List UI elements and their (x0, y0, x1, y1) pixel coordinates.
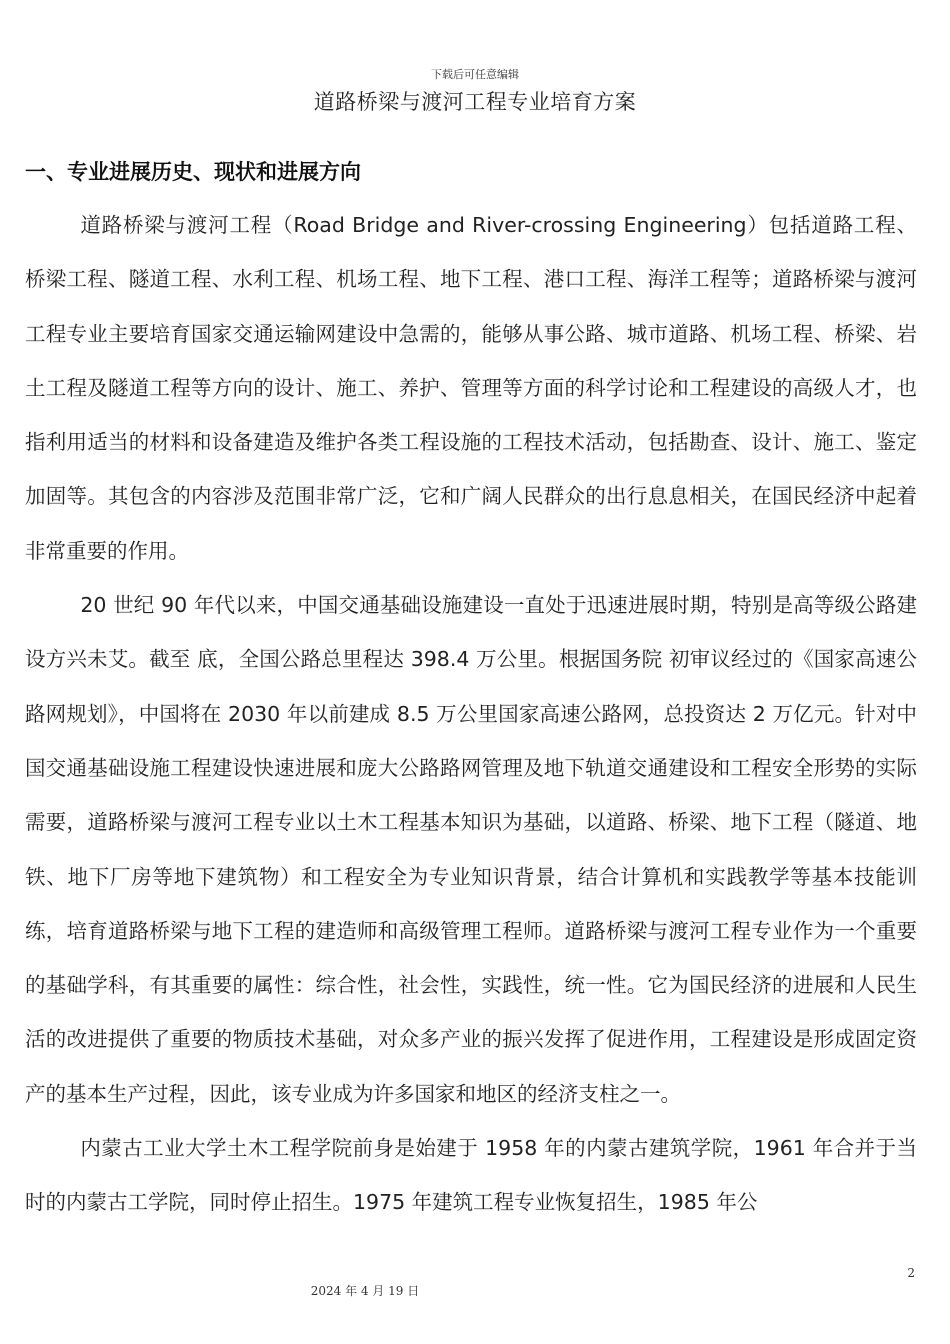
paragraph-development: 20 世纪 90 年代以来，中国交通基础设施建设一直处于迅速进展时期，特别是高等级公路建设方兴未艾。截至 底，全国公路总里程达 398.4 万公里。根据国务院 初审议经过的《国家高速公路网规划》，中国将在 2030 年以前建成 8.5 万公里国家高速公路网，总投资达 2 万亿元。针对中国交通基础设施工程建设快速进展和庞大公路路网管理及地下轨道交通建设和工程安全形势的实际需要，道路桥梁与渡河工程专业以土木工程基本知识为基础，以道路、桥梁、地下工程（隧道、地铁、地下厂房等地下建筑物）和工程安全为专业知识背景，结合计算机和实践教学等基本技能训练，培育道路桥梁与地下工程的建造师和高级管理工程师。道路桥梁与渡河工程专业作为一个重要的基础学科，有其重要的属性：综合性，社会性，实践性，统一性。它为国民经济的进展和人民生活的改进提供了重要的物质技术基础，对众多产业的振兴发挥了促进作用，工程建设是形成固定资产的基本生产过程，因此，该专业成为许多国家和地区的经济支柱之一。 (25, 593, 917, 1106)
page-number: 2 (907, 1266, 915, 1280)
body-text (25, 198, 917, 1230)
footer-date: 2024 年 4 月 19 日 (310, 1284, 420, 1298)
document-title: 道路桥梁与渡河工程专业培育方案 (313, 90, 637, 114)
paragraph-intro: 道路桥梁与渡河工程（Road Bridge and River-crossing Engineering）包括道路工程、桥梁工程、隧道工程、水利工程、机场工程、地下工程、港口工程、海洋工程等；道路桥梁与渡河工程专业主要培育国家交通运输网建设中急需的，能够从事公路、城市道路、机场工程、桥梁、岩土工程及隧道工程等方向的设计、施工、养护、管理等方面的科学讨论和工程建设的高级人才，也指利用适当的材料和设备建造及维护各类工程设施的工程技术活动，包括勘查、设计、施工、鉴定加固等。其包含的内容涉及范围非常广泛，它和广阔人民群众的出行息息相关，在国民经济中起着非常重要的作用。 (25, 213, 917, 563)
header-note: 下载后可任意编辑 (431, 68, 519, 81)
paragraph-history: 内蒙古工业大学土木工程学院前身是始建于 1958 年的内蒙古建筑学院，1961 年合并于当时的内蒙古工学院，同时停止招生。1975 年建筑工程专业恢复招生，1985 年公 (25, 1136, 917, 1215)
section-heading: 一、专业进展历史、现状和进展方向 (25, 160, 361, 184)
